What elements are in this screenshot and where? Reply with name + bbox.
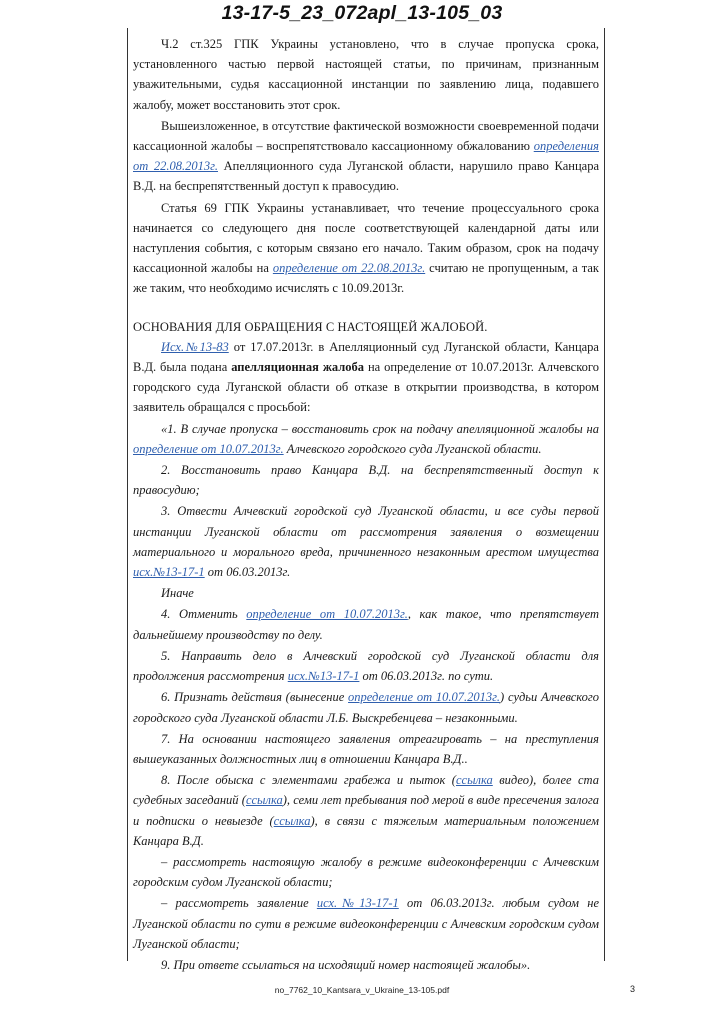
- link-court-sessions[interactable]: ссылка: [245, 793, 283, 808]
- link-bail[interactable]: ссылка: [273, 813, 311, 828]
- paragraph-obstruction: Вышеизложенное, в отсутствие фактической возможности своевременной подачи кассационной жалобы – воспрепятствовало кассационному обжалованию определения от 22.08.2013г. Апелляционного суда Луганской области, нарушило право Канцара В.Д. на беспрепятственный доступ к правосудию.: [133, 118, 599, 194]
- request-item-4: 4. Отменить определение от 10.07.2013г., как такое, что препятствует дальнейшему производству по делу.: [133, 607, 599, 642]
- link-video-1[interactable]: ссылка: [455, 773, 493, 788]
- paragraph-art-325: Ч.2 ст.325 ГПК Украины установлено, что в случае пропуска срока, установленного частью первой настоящей статьи, по причинам, признанным уважительными, судья кассационной инстанции по заявлению лица, подавшего жалобу, может восстановить этот срок.: [133, 37, 599, 112]
- request-else: Иначе: [161, 586, 194, 601]
- request-item-2: 2. Восстановить право Канцара В.Д. на беспрепятственный доступ к правосудию;: [133, 463, 599, 498]
- document-header-title: 13-17-5_23_072apl_13-105_03: [221, 2, 503, 24]
- link-ruling-22-08-2013-second[interactable]: определение от 22.08.2013г.: [272, 261, 426, 276]
- link-ref-13-17-1-c[interactable]: исх.№13-17-1: [316, 896, 399, 911]
- right-margin-line: [604, 28, 605, 961]
- request-item-3: 3. Отвести Алчевский городской суд Луганской области, и все суды первой инстанции Луганской области от рассмотрения заявления о возмещении материального и морального вреда, причиненного незаконным арестом имущества исх.№13-17-1 от 06.03.2013г.: [133, 504, 599, 580]
- request-item-8-dash-1: – рассмотреть настоящую жалобу в режиме видеоконференции с Алчевским городским судом Луганской области;: [133, 854, 599, 890]
- link-ruling-10-07-2013-b[interactable]: определение от 10.07.2013г.: [246, 607, 408, 622]
- left-margin-line: [127, 28, 128, 961]
- link-ref-13-83[interactable]: Исх.№13-83: [161, 339, 229, 354]
- bold-appeal: апелляционная жалоба: [231, 360, 365, 375]
- link-ref-13-17-1-a[interactable]: исх.№13-17-1: [133, 565, 205, 580]
- link-ruling-10-07-2013-c[interactable]: определение от 10.07.2013г.: [348, 690, 501, 705]
- section-heading: ОСНОВАНИЯ ДЛЯ ОБРАЩЕНИЯ С НАСТОЯЩЕЙ ЖАЛОБОЙ.: [133, 319, 488, 334]
- footer-filename: no_7762_10_Kantsara_v_Ukraine_13-105.pdf: [274, 985, 450, 995]
- request-item-9: 9. При ответе ссылаться на исходящий номер настоящей жалобы».: [161, 957, 531, 972]
- request-item-8-dash-2: – рассмотреть заявление исх.№13-17-1 от 06.03.2013г. любым судом не Луганской области по сути в режиме видеоконференции с Алчевским городским судом Луганской области;: [133, 896, 599, 951]
- request-item-5: 5. Направить дело в Алчевский городской суд Луганской области для продолжения рассмотрения исх.№13-17-1 от 06.03.2013г. по сути.: [133, 648, 599, 684]
- paragraph-appeal: Исх.№13-83 от 17.07.2013г. в Апелляционный суд Луганской области, Канцара В.Д. была подана апелляционная жалоба на определение от 10.07.2013г. Алчевского городского суда Луганской области об отказе в открытии производства, в котором заявитель обращался с просьбой:: [133, 339, 599, 415]
- request-item-7: 7. На основании настоящего заявления отреагировать – на преступления вышеуказанных должностных лиц в отношении Канцара В.Д..: [133, 731, 599, 766]
- document-body: [133, 34, 599, 976]
- request-item-6: 6. Признать действия (вынесение определение от 10.07.2013г.) судьи Алчевского городского суда Луганской области Л.Б. Выскребенцева – незаконными.: [133, 690, 599, 725]
- request-item-1: «1. В случае пропуска – восстановить срок на подачу апелляционной жалобы на определение от 10.07.2013г. Алчевского городского суда Луганской области.: [133, 421, 599, 456]
- link-ruling-10-07-2013-a[interactable]: определение от 10.07.2013г.: [133, 441, 284, 456]
- paragraph-art-69: Статья 69 ГПК Украины устанавливает, что течение процессуального срока начинается со следующего дня после соответствующей календарной даты или наступления события, с которым связано его начало. Таким образом, срок на подачу кассационной жалобы на определение от 22.08.2013г. считаю не пропущенным, а так же таким, что необходимо исчислять с 10.09.2013г.: [133, 200, 599, 296]
- page-number: 3: [630, 984, 636, 994]
- link-ref-13-17-1-b[interactable]: исх.№13-17-1: [287, 669, 360, 684]
- request-item-8: 8. После обыска с элементами грабежа и пыток (ссылка видео), более ста судебных заседаний (ссылка), семи лет пребывания под мерой в виде пресечения залога и подписки о невыезде (ссылка), в связи с тяжелым материальным положением Канцара В.Д.: [133, 773, 599, 848]
- link-ruling-22-08-2013[interactable]: определения от 22.08.2013г.: [133, 139, 599, 174]
